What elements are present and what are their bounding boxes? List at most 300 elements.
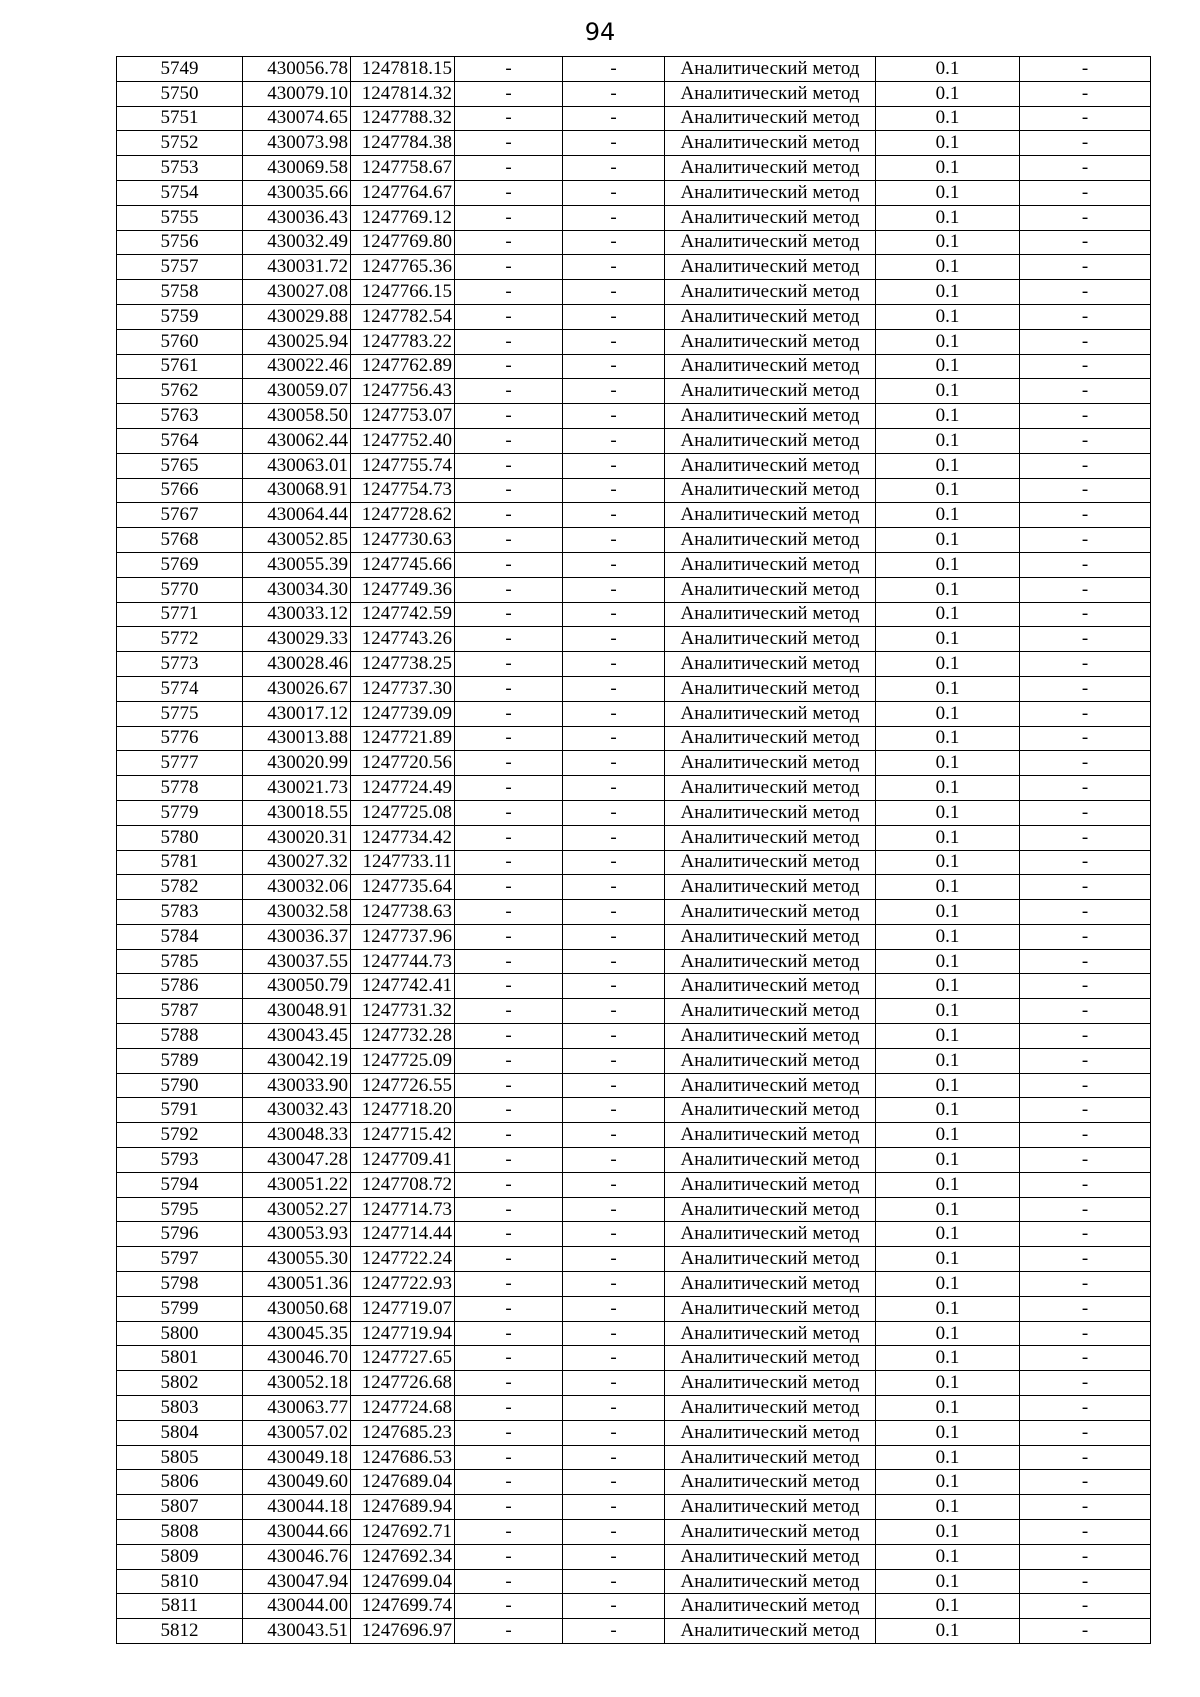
x-coordinate-cell: 430032.58 (243, 900, 351, 925)
y-coordinate-cell: 1247769.12 (351, 205, 455, 230)
col5-cell: - (563, 1048, 665, 1073)
method-cell: Аналитический метод (665, 131, 876, 156)
accuracy-cell: 0.1 (876, 1296, 1020, 1321)
col4-cell: - (455, 1123, 563, 1148)
table-row (117, 1544, 1151, 1569)
col8-cell: - (1020, 676, 1151, 701)
point-number-cell: 5790 (117, 1073, 243, 1098)
accuracy-cell: 0.1 (876, 602, 1020, 627)
col4-cell: - (455, 676, 563, 701)
accuracy-cell: 0.1 (876, 528, 1020, 553)
x-coordinate-cell: 430046.76 (243, 1544, 351, 1569)
method-cell: Аналитический метод (665, 924, 876, 949)
y-coordinate-cell: 1247722.24 (351, 1247, 455, 1272)
col4-cell: - (455, 528, 563, 553)
point-number-cell: 5783 (117, 900, 243, 925)
col8-cell: - (1020, 404, 1151, 429)
x-coordinate-cell: 430053.93 (243, 1222, 351, 1247)
x-coordinate-cell: 430050.79 (243, 974, 351, 999)
col8-cell: - (1020, 1222, 1151, 1247)
table-row (117, 1445, 1151, 1470)
x-coordinate-cell: 430050.68 (243, 1296, 351, 1321)
method-cell: Аналитический метод (665, 825, 876, 850)
col8-cell: - (1020, 552, 1151, 577)
col8-cell: - (1020, 329, 1151, 354)
x-coordinate-cell: 430032.49 (243, 230, 351, 255)
col5-cell: - (563, 1495, 665, 1520)
table-row (117, 1048, 1151, 1073)
table-row (117, 652, 1151, 677)
y-coordinate-cell: 1247743.26 (351, 627, 455, 652)
table-row (117, 924, 1151, 949)
col4-cell: - (455, 1470, 563, 1495)
col5-cell: - (563, 1296, 665, 1321)
y-coordinate-cell: 1247719.94 (351, 1321, 455, 1346)
col8-cell: - (1020, 850, 1151, 875)
accuracy-cell: 0.1 (876, 1247, 1020, 1272)
y-coordinate-cell: 1247728.62 (351, 503, 455, 528)
x-coordinate-cell: 430043.45 (243, 1024, 351, 1049)
x-coordinate-cell: 430048.33 (243, 1123, 351, 1148)
table-row (117, 800, 1151, 825)
accuracy-cell: 0.1 (876, 1445, 1020, 1470)
col8-cell: - (1020, 1520, 1151, 1545)
col5-cell: - (563, 701, 665, 726)
col5-cell: - (563, 676, 665, 701)
col4-cell: - (455, 81, 563, 106)
table-row (117, 503, 1151, 528)
col5-cell: - (563, 974, 665, 999)
col5-cell: - (563, 205, 665, 230)
method-cell: Аналитический метод (665, 404, 876, 429)
x-coordinate-cell: 430033.90 (243, 1073, 351, 1098)
col4-cell: - (455, 1544, 563, 1569)
col8-cell: - (1020, 1371, 1151, 1396)
method-cell: Аналитический метод (665, 180, 876, 205)
y-coordinate-cell: 1247738.25 (351, 652, 455, 677)
method-cell: Аналитический метод (665, 949, 876, 974)
col4-cell: - (455, 999, 563, 1024)
page-number: 94 (584, 18, 616, 46)
col8-cell: - (1020, 1197, 1151, 1222)
accuracy-cell: 0.1 (876, 1272, 1020, 1297)
accuracy-cell: 0.1 (876, 1172, 1020, 1197)
table-row (117, 180, 1151, 205)
col4-cell: - (455, 57, 563, 82)
table-row (117, 1123, 1151, 1148)
col8-cell: - (1020, 1594, 1151, 1619)
col4-cell: - (455, 602, 563, 627)
table-row (117, 701, 1151, 726)
point-number-cell: 5812 (117, 1619, 243, 1644)
point-number-cell: 5761 (117, 354, 243, 379)
point-number-cell: 5750 (117, 81, 243, 106)
x-coordinate-cell: 430032.43 (243, 1098, 351, 1123)
col5-cell: - (563, 1172, 665, 1197)
point-number-cell: 5771 (117, 602, 243, 627)
col8-cell: - (1020, 528, 1151, 553)
col5-cell: - (563, 726, 665, 751)
col4-cell: - (455, 726, 563, 751)
y-coordinate-cell: 1247709.41 (351, 1148, 455, 1173)
col8-cell: - (1020, 1346, 1151, 1371)
accuracy-cell: 0.1 (876, 205, 1020, 230)
col8-cell: - (1020, 875, 1151, 900)
accuracy-cell: 0.1 (876, 81, 1020, 106)
col4-cell: - (455, 478, 563, 503)
col8-cell: - (1020, 776, 1151, 801)
method-cell: Аналитический метод (665, 280, 876, 305)
col8-cell: - (1020, 1321, 1151, 1346)
col4-cell: - (455, 751, 563, 776)
accuracy-cell: 0.1 (876, 1073, 1020, 1098)
col4-cell: - (455, 1272, 563, 1297)
table-row (117, 1321, 1151, 1346)
accuracy-cell: 0.1 (876, 1420, 1020, 1445)
point-number-cell: 5793 (117, 1148, 243, 1173)
y-coordinate-cell: 1247769.80 (351, 230, 455, 255)
x-coordinate-cell: 430048.91 (243, 999, 351, 1024)
point-number-cell: 5769 (117, 552, 243, 577)
x-coordinate-cell: 430032.06 (243, 875, 351, 900)
table-row (117, 1222, 1151, 1247)
col5-cell: - (563, 1445, 665, 1470)
point-number-cell: 5755 (117, 205, 243, 230)
accuracy-cell: 0.1 (876, 1197, 1020, 1222)
method-cell: Аналитический метод (665, 602, 876, 627)
x-coordinate-cell: 430073.98 (243, 131, 351, 156)
col8-cell: - (1020, 478, 1151, 503)
accuracy-cell: 0.1 (876, 57, 1020, 82)
col4-cell: - (455, 1594, 563, 1619)
table-row (117, 1073, 1151, 1098)
point-number-cell: 5800 (117, 1321, 243, 1346)
accuracy-cell: 0.1 (876, 1222, 1020, 1247)
point-number-cell: 5803 (117, 1396, 243, 1421)
x-coordinate-cell: 430026.67 (243, 676, 351, 701)
method-cell: Аналитический метод (665, 1197, 876, 1222)
y-coordinate-cell: 1247715.42 (351, 1123, 455, 1148)
col4-cell: - (455, 1420, 563, 1445)
col8-cell: - (1020, 156, 1151, 181)
accuracy-cell: 0.1 (876, 1619, 1020, 1644)
x-coordinate-cell: 430025.94 (243, 329, 351, 354)
col5-cell: - (563, 577, 665, 602)
table-row (117, 230, 1151, 255)
method-cell: Аналитический метод (665, 1321, 876, 1346)
accuracy-cell: 0.1 (876, 1470, 1020, 1495)
col5-cell: - (563, 106, 665, 131)
col8-cell: - (1020, 106, 1151, 131)
col8-cell: - (1020, 999, 1151, 1024)
col5-cell: - (563, 404, 665, 429)
col4-cell: - (455, 1619, 563, 1644)
y-coordinate-cell: 1247720.56 (351, 751, 455, 776)
method-cell: Аналитический метод (665, 1569, 876, 1594)
table-row (117, 900, 1151, 925)
method-cell: Аналитический метод (665, 329, 876, 354)
y-coordinate-cell: 1247726.55 (351, 1073, 455, 1098)
col5-cell: - (563, 1470, 665, 1495)
y-coordinate-cell: 1247725.08 (351, 800, 455, 825)
col8-cell: - (1020, 428, 1151, 453)
accuracy-cell: 0.1 (876, 1594, 1020, 1619)
method-cell: Аналитический метод (665, 1148, 876, 1173)
col4-cell: - (455, 1073, 563, 1098)
x-coordinate-cell: 430068.91 (243, 478, 351, 503)
point-number-cell: 5791 (117, 1098, 243, 1123)
col5-cell: - (563, 1520, 665, 1545)
point-number-cell: 5786 (117, 974, 243, 999)
point-number-cell: 5781 (117, 850, 243, 875)
method-cell: Аналитический метод (665, 776, 876, 801)
accuracy-cell: 0.1 (876, 577, 1020, 602)
method-cell: Аналитический метод (665, 528, 876, 553)
col5-cell: - (563, 1321, 665, 1346)
col4-cell: - (455, 825, 563, 850)
table-row (117, 1569, 1151, 1594)
col5-cell: - (563, 1569, 665, 1594)
method-cell: Аналитический метод (665, 57, 876, 82)
method-cell: Аналитический метод (665, 974, 876, 999)
col4-cell: - (455, 404, 563, 429)
col4-cell: - (455, 106, 563, 131)
accuracy-cell: 0.1 (876, 255, 1020, 280)
col5-cell: - (563, 1594, 665, 1619)
point-number-cell: 5788 (117, 1024, 243, 1049)
accuracy-cell: 0.1 (876, 280, 1020, 305)
x-coordinate-cell: 430052.85 (243, 528, 351, 553)
accuracy-cell: 0.1 (876, 503, 1020, 528)
accuracy-cell: 0.1 (876, 1371, 1020, 1396)
table-row (117, 428, 1151, 453)
point-number-cell: 5802 (117, 1371, 243, 1396)
accuracy-cell: 0.1 (876, 1123, 1020, 1148)
col5-cell: - (563, 478, 665, 503)
x-coordinate-cell: 430055.39 (243, 552, 351, 577)
point-number-cell: 5797 (117, 1247, 243, 1272)
col5-cell: - (563, 1197, 665, 1222)
col5-cell: - (563, 304, 665, 329)
col4-cell: - (455, 1346, 563, 1371)
col4-cell: - (455, 131, 563, 156)
col8-cell: - (1020, 131, 1151, 156)
col4-cell: - (455, 280, 563, 305)
y-coordinate-cell: 1247730.63 (351, 528, 455, 553)
col4-cell: - (455, 1197, 563, 1222)
point-number-cell: 5762 (117, 379, 243, 404)
method-cell: Аналитический метод (665, 478, 876, 503)
method-cell: Аналитический метод (665, 627, 876, 652)
accuracy-cell: 0.1 (876, 1520, 1020, 1545)
col8-cell: - (1020, 1619, 1151, 1644)
x-coordinate-cell: 430029.33 (243, 627, 351, 652)
point-number-cell: 5792 (117, 1123, 243, 1148)
method-cell: Аналитический метод (665, 577, 876, 602)
point-number-cell: 5765 (117, 453, 243, 478)
x-coordinate-cell: 430069.58 (243, 156, 351, 181)
point-number-cell: 5749 (117, 57, 243, 82)
accuracy-cell: 0.1 (876, 1569, 1020, 1594)
col8-cell: - (1020, 949, 1151, 974)
col5-cell: - (563, 1148, 665, 1173)
col4-cell: - (455, 652, 563, 677)
col8-cell: - (1020, 1445, 1151, 1470)
table-row (117, 627, 1151, 652)
col5-cell: - (563, 875, 665, 900)
point-number-cell: 5805 (117, 1445, 243, 1470)
method-cell: Аналитический метод (665, 1222, 876, 1247)
table-row (117, 57, 1151, 82)
col4-cell: - (455, 1396, 563, 1421)
col5-cell: - (563, 1420, 665, 1445)
point-number-cell: 5772 (117, 627, 243, 652)
y-coordinate-cell: 1247731.32 (351, 999, 455, 1024)
point-number-cell: 5778 (117, 776, 243, 801)
col8-cell: - (1020, 304, 1151, 329)
point-number-cell: 5773 (117, 652, 243, 677)
table-row (117, 255, 1151, 280)
col4-cell: - (455, 800, 563, 825)
x-coordinate-cell: 430059.07 (243, 379, 351, 404)
accuracy-cell: 0.1 (876, 850, 1020, 875)
col8-cell: - (1020, 751, 1151, 776)
col5-cell: - (563, 131, 665, 156)
method-cell: Аналитический метод (665, 1445, 876, 1470)
y-coordinate-cell: 1247745.66 (351, 552, 455, 577)
col4-cell: - (455, 900, 563, 925)
accuracy-cell: 0.1 (876, 131, 1020, 156)
x-coordinate-cell: 430043.51 (243, 1619, 351, 1644)
col8-cell: - (1020, 453, 1151, 478)
x-coordinate-cell: 430079.10 (243, 81, 351, 106)
table-row (117, 875, 1151, 900)
x-coordinate-cell: 430035.66 (243, 180, 351, 205)
table-row (117, 354, 1151, 379)
table-row (117, 156, 1151, 181)
col5-cell: - (563, 627, 665, 652)
col5-cell: - (563, 1396, 665, 1421)
point-number-cell: 5809 (117, 1544, 243, 1569)
y-coordinate-cell: 1247818.15 (351, 57, 455, 82)
point-number-cell: 5770 (117, 577, 243, 602)
x-coordinate-cell: 430051.36 (243, 1272, 351, 1297)
method-cell: Аналитический метод (665, 652, 876, 677)
x-coordinate-cell: 430056.78 (243, 57, 351, 82)
method-cell: Аналитический метод (665, 1420, 876, 1445)
accuracy-cell: 0.1 (876, 726, 1020, 751)
y-coordinate-cell: 1247749.36 (351, 577, 455, 602)
method-cell: Аналитический метод (665, 304, 876, 329)
accuracy-cell: 0.1 (876, 800, 1020, 825)
point-number-cell: 5801 (117, 1346, 243, 1371)
table-row (117, 1148, 1151, 1173)
col4-cell: - (455, 329, 563, 354)
method-cell: Аналитический метод (665, 354, 876, 379)
y-coordinate-cell: 1247739.09 (351, 701, 455, 726)
y-coordinate-cell: 1247782.54 (351, 304, 455, 329)
col5-cell: - (563, 156, 665, 181)
accuracy-cell: 0.1 (876, 1495, 1020, 1520)
col5-cell: - (563, 602, 665, 627)
y-coordinate-cell: 1247699.04 (351, 1569, 455, 1594)
y-coordinate-cell: 1247784.38 (351, 131, 455, 156)
table-row (117, 552, 1151, 577)
col8-cell: - (1020, 726, 1151, 751)
x-coordinate-cell: 430037.55 (243, 949, 351, 974)
table-row (117, 304, 1151, 329)
method-cell: Аналитический метод (665, 1619, 876, 1644)
method-cell: Аналитический метод (665, 676, 876, 701)
col5-cell: - (563, 825, 665, 850)
col8-cell: - (1020, 1247, 1151, 1272)
table-row (117, 404, 1151, 429)
col8-cell: - (1020, 1123, 1151, 1148)
col4-cell: - (455, 1247, 563, 1272)
col8-cell: - (1020, 1048, 1151, 1073)
col5-cell: - (563, 1619, 665, 1644)
point-number-cell: 5785 (117, 949, 243, 974)
col5-cell: - (563, 652, 665, 677)
method-cell: Аналитический метод (665, 800, 876, 825)
point-number-cell: 5759 (117, 304, 243, 329)
y-coordinate-cell: 1247696.97 (351, 1619, 455, 1644)
method-cell: Аналитический метод (665, 1371, 876, 1396)
col4-cell: - (455, 1024, 563, 1049)
col5-cell: - (563, 1544, 665, 1569)
x-coordinate-cell: 430047.94 (243, 1569, 351, 1594)
point-number-cell: 5753 (117, 156, 243, 181)
accuracy-cell: 0.1 (876, 552, 1020, 577)
y-coordinate-cell: 1247724.49 (351, 776, 455, 801)
y-coordinate-cell: 1247708.72 (351, 1172, 455, 1197)
col8-cell: - (1020, 1024, 1151, 1049)
x-coordinate-cell: 430033.12 (243, 602, 351, 627)
table-row (117, 974, 1151, 999)
y-coordinate-cell: 1247689.04 (351, 1470, 455, 1495)
col5-cell: - (563, 280, 665, 305)
table-row (117, 106, 1151, 131)
x-coordinate-cell: 430027.08 (243, 280, 351, 305)
point-number-cell: 5811 (117, 1594, 243, 1619)
point-number-cell: 5752 (117, 131, 243, 156)
col4-cell: - (455, 1371, 563, 1396)
col4-cell: - (455, 205, 563, 230)
coordinates-table-body (117, 57, 1151, 1644)
method-cell: Аналитический метод (665, 1073, 876, 1098)
point-number-cell: 5810 (117, 1569, 243, 1594)
col4-cell: - (455, 428, 563, 453)
y-coordinate-cell: 1247735.64 (351, 875, 455, 900)
y-coordinate-cell: 1247752.40 (351, 428, 455, 453)
method-cell: Аналитический метод (665, 552, 876, 577)
y-coordinate-cell: 1247788.32 (351, 106, 455, 131)
col5-cell: - (563, 1073, 665, 1098)
col4-cell: - (455, 1445, 563, 1470)
y-coordinate-cell: 1247753.07 (351, 404, 455, 429)
accuracy-cell: 0.1 (876, 974, 1020, 999)
point-number-cell: 5795 (117, 1197, 243, 1222)
point-number-cell: 5780 (117, 825, 243, 850)
y-coordinate-cell: 1247737.96 (351, 924, 455, 949)
y-coordinate-cell: 1247689.94 (351, 1495, 455, 1520)
col8-cell: - (1020, 800, 1151, 825)
col4-cell: - (455, 230, 563, 255)
x-coordinate-cell: 430049.18 (243, 1445, 351, 1470)
col5-cell: - (563, 776, 665, 801)
col8-cell: - (1020, 924, 1151, 949)
col4-cell: - (455, 304, 563, 329)
